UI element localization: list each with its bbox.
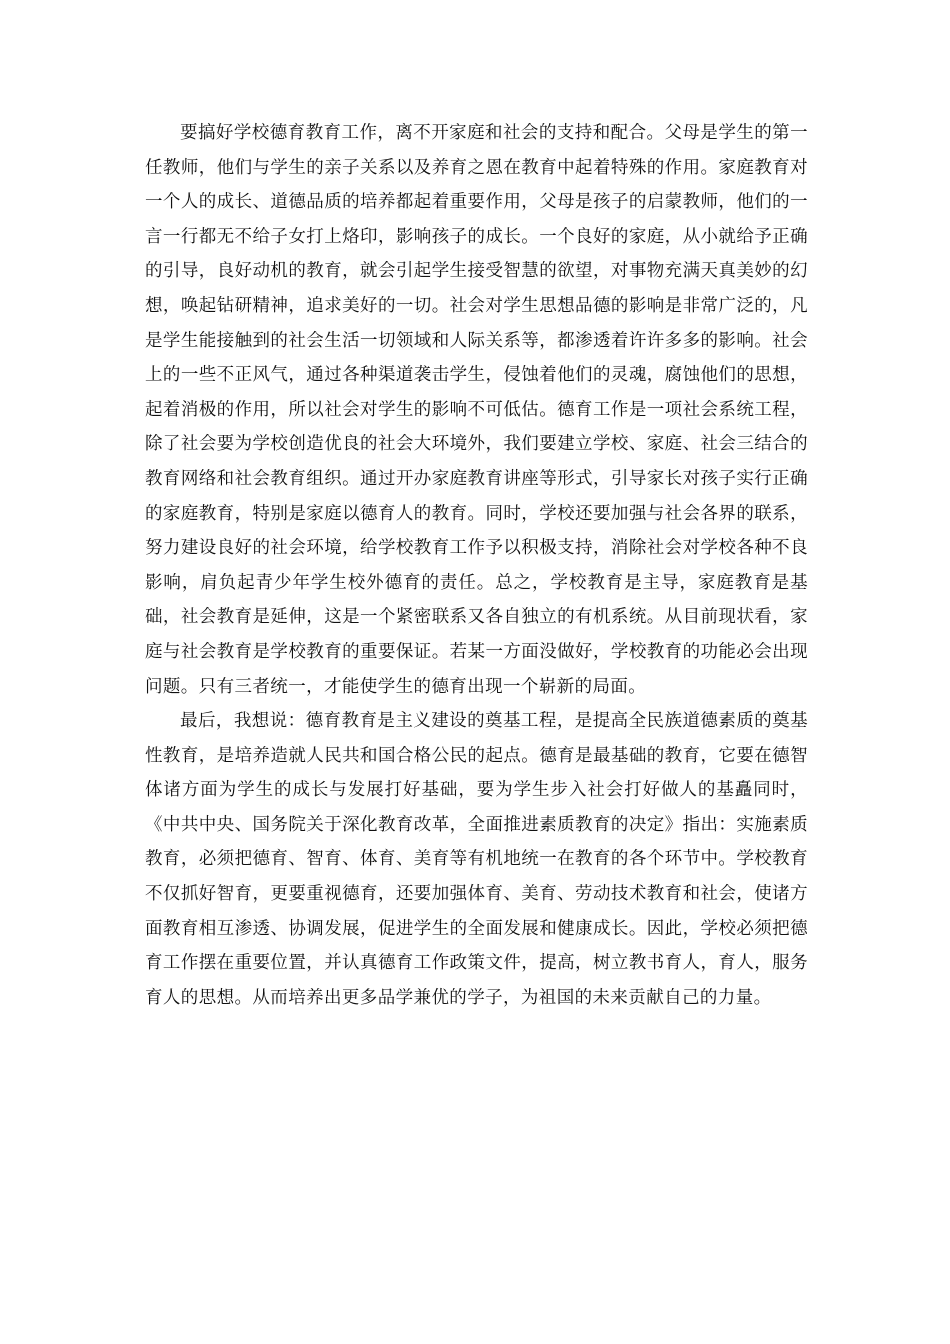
paragraph-home-society-education: 要搞好学校德育教育工作，离不开家庭和社会的支持和配合。父母是学生的第一任教师，他们与学生的亲子关系以及养育之恩在教育中起着特殊的作用。家庭教育对一个人的成长、道德品质的培养都起着重要作用，父母是孩子的启蒙教师，他们的一言一行都无不给子女打上烙印，影响孩子的成长。一个良好的家庭，从小就给予正确的引导，良好动机的教育，就会引起学生接受智慧的欲望，对事物充满天真美妙的幻想，唤起钻研精神，追求美好的一切。社会对学生思想品德的影响是非常广泛的，凡是学生能接触到的社会生活一切领域和人际关系等，都渗透着许许多多的影响。社会上的一些不正风气，通过各种渠道袭击学生，侵蚀着他们的灵魂，腐蚀他们的思想，起着消极的作用，所以社会对学生的影响不可低估。德育工作是一项社会系统工程，除了社会要为学校创造优良的社会大环境外，我们要建立学校、家庭、社会三结合的教育网络和社会教育组织。通过开办家庭教育讲座等形式，引导家长对孩子实行正确的家庭教育，特别是家庭以德育人的教育。同时，学校还要加强与社会各界的联系，努力建设良好的社会环境，给学校教育工作予以积极支持，消除社会对学校各种不良影响，肩负起青少年学生校外德育的责任。总之，学校教育是主导，家庭教育是基础，社会教育是延伸，这是一个紧密联系又各自独立的有机系统。从目前现状看，家庭与社会教育是学校教育的重要保证。若某一方面没做好，学校教育的功能必会出现问题。只有三者统一，才能使学生的德育出现一个崭新的局面。	[145, 123, 808, 697]
paragraph-conclusion: 最后，我想说：德育教育是主义建设的奠基工程，是提高全民族道德素质的奠基性教育，是培养造就人民共和国合格公民的起点。德育是最基础的教育，它要在德智体诸方面为学生的成长与发展打好基础，要为学生步入社会打好做人的基矗同时，《中共中央、国务院关于深化教育改革，全面推进素质教育的决定》指出：实施素质教育，必须把德育、智育、体育、美育等有机地统一在教育的各个环节中。学校教育不仅抓好智育，更要重视德育，还要加强体育、美育、劳动技术教育和社会，使诸方面教育相互渗透、协调发展，促进学生的全面发展和健康成长。因此，学校必须把德育工作摆在重要位置，并认真德育工作政策文件，提高，树立教书育人，育人，服务育人的思想。从而培养出更多品学兼优的学子，为祖国的未来贡献自己的力量。	[145, 711, 808, 1008]
document-body	[145, 116, 808, 1015]
